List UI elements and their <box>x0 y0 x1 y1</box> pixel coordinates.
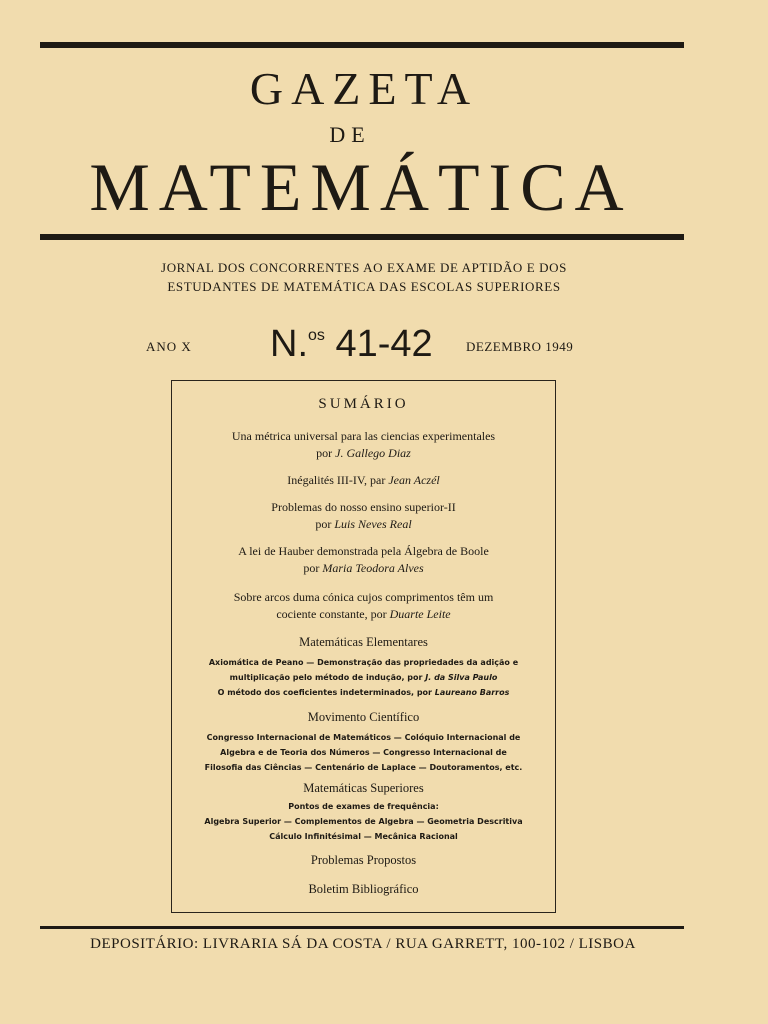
movimento-line-2: Algebra e de Teoria dos Números — Congresso Internacional de <box>220 748 507 757</box>
section-superiores-details <box>192 799 535 844</box>
elementares-line-2: multiplicação pelo método de indução, por <box>229 673 423 682</box>
article-2 <box>192 472 535 489</box>
issue-date: DEZEMBRO 1949 <box>466 339 574 354</box>
article-5 <box>192 589 535 623</box>
superiores-line-1: Pontos de exames de frequência: <box>288 802 439 811</box>
section-movimento-details <box>192 730 535 775</box>
movimento-line-3: Filosofia das Ciências — Centenário de Laplace — Doutoramentos, etc. <box>204 763 523 772</box>
elementares-author-1: J. da Silva Paulo <box>425 673 498 682</box>
footer-depositario: DEPOSITÁRIO: LIVRARIA SÁ DA COSTA / RUA GARRETT, 100-102 / LISBOA <box>90 936 636 952</box>
movimento-line-1: Congresso Internacional de Matemáticos — Colóquio Internacional de <box>206 733 521 742</box>
footer-rule <box>40 926 684 929</box>
issue-number <box>270 323 433 366</box>
article-2-title: Inégalités III-IV, par <box>287 473 386 487</box>
section-boletim-bibliografico: Boletim Bibliográfico <box>308 882 419 896</box>
article-5-author: Duarte Leite <box>389 607 451 621</box>
summary-box <box>171 380 556 913</box>
superiores-line-3: Cálculo Infinitésimal — Mecânica Racional <box>269 832 458 841</box>
issue-number-prefix: N. <box>270 323 308 365</box>
subtitle-line-1: JORNAL DOS CONCORRENTES AO EXAME DE APTIDÃO E DOS <box>161 260 567 275</box>
section-movimento-cientifico: Movimento Científico <box>307 710 420 724</box>
article-3 <box>192 499 535 533</box>
article-4-by: por <box>303 561 320 575</box>
masthead-gazeta: GAZETA <box>249 63 479 114</box>
article-1 <box>192 428 535 462</box>
article-4-author: Maria Teodora Alves <box>322 561 424 575</box>
section-problemas-propostos: Problemas Propostos <box>310 853 417 867</box>
article-3-author: Luis Neves Real <box>334 517 412 531</box>
article-4-title: A lei de Hauber demonstrada pela Álgebra de Boole <box>238 544 489 558</box>
top-rule <box>40 42 684 48</box>
section-matematicas-elementares: Matemáticas Elementares <box>299 635 428 649</box>
article-1-title: Una métrica universal para las ciencias experimentales <box>231 429 496 443</box>
article-5-title-1: Sobre arcos duma cónica cujos comprimentos têm um <box>233 590 494 604</box>
elementares-author-2: Laureano Barros <box>434 688 510 697</box>
section-matematicas-superiores: Matemáticas Superiores <box>303 781 424 795</box>
article-5-title-2: cociente constante, por <box>276 607 387 621</box>
masthead-rule <box>40 234 684 240</box>
issue-number-suffix: os <box>308 327 325 344</box>
article-4 <box>192 543 535 577</box>
article-1-by: por <box>316 446 333 460</box>
subtitle-line-2: ESTUDANTES DE MATEMÁTICA DAS ESCOLAS SUPERIORES <box>167 279 561 294</box>
issue-year: ANO X <box>146 339 192 354</box>
summary-heading: SUMÁRIO <box>318 396 409 412</box>
article-3-title: Problemas do nosso ensino superior-II <box>271 500 456 514</box>
masthead-de: DE <box>329 122 371 147</box>
article-2-author: Jean Aczél <box>388 473 440 487</box>
elementares-line-1: Axiomática de Peano — Demonstração das propriedades da adição e <box>208 658 519 667</box>
section-elementares-details <box>192 655 535 700</box>
masthead-matematica: MATEMÁTICA <box>89 149 633 225</box>
issue-number-value: 41-42 <box>335 323 433 365</box>
journal-subtitle <box>0 258 728 296</box>
superiores-line-2: Algebra Superior — Complementos de Algebra — Geometria Descritiva <box>204 817 523 826</box>
article-3-by: por <box>315 517 332 531</box>
article-1-author: J. Gallego Diaz <box>335 446 411 460</box>
elementares-line-3: O método dos coeficientes indeterminados, por <box>217 688 432 697</box>
